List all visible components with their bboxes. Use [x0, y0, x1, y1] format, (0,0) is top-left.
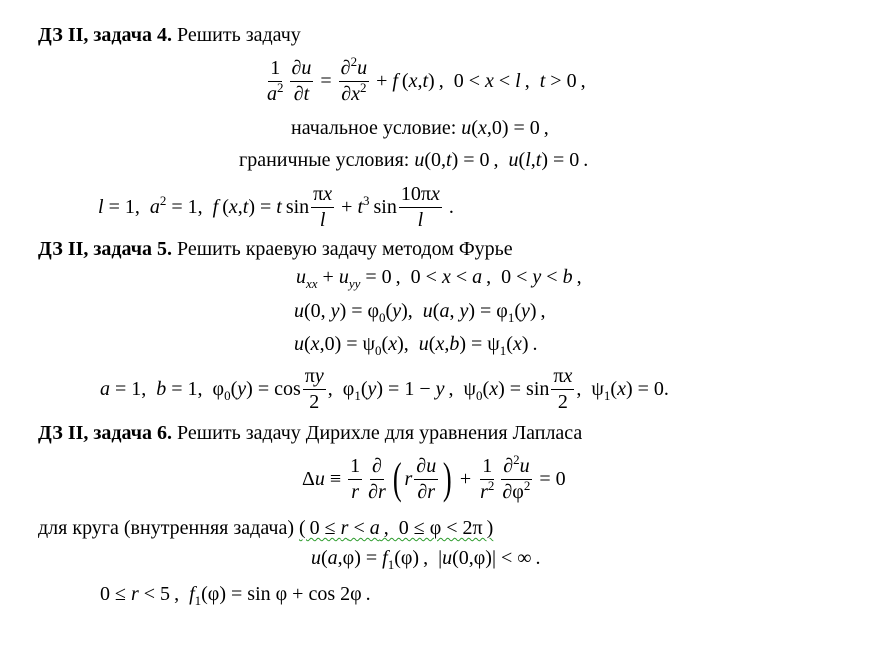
task6-parameters: 0 ≤ r < 5 , $f_1(\varphi) = \sin \varphi + \cos 2\varphi$ .: [100, 583, 371, 608]
task5-boundary-1: u(0, $y) = \varphi_0(y)$, u(a, $y) = \varphi_1(y)$ ,: [294, 300, 546, 325]
task5-heading: [38, 239, 513, 259]
task5-equation: $u_{xx} + u_{yy} = 0$ , 0 < x < a , 0 < y < b ,: [296, 266, 582, 291]
task4-heading: [38, 25, 301, 45]
task4-boundary-label: граничные условия:: [239, 149, 410, 171]
task6-heading: [38, 423, 582, 443]
task4-boundary-conditions: граничные условия: u(0,t) = 0 , u(l,t) = 0 .: [239, 149, 589, 171]
task4-equation: $\frac{1}{a^2}$ $\frac{\partial u}{\partial t}$ = $\frac{\partial^2u}{\partial x^2}$ + f (x,t) , 0 < x < l , t > 0 ,: [267, 53, 586, 105]
task4-heading-text: Решить задачу: [172, 24, 301, 46]
task6-heading-text: Решить задачу Дирихле для уравнения Лапласа: [172, 422, 583, 444]
task6-heading-bold: ДЗ II, задача 6.: [38, 422, 173, 444]
task6-domain: для круга (внутренняя задача) ( 0 ≤ r < a , 0 ≤ φ < 2π ): [38, 517, 494, 539]
task6-equation: Δu ≡ $\frac{1}{r}$ $\frac{\partial}{\partial r}$ ( r $\frac{\partial u}{\partial r}$ ) + $\frac{1}{r^2}$ $\frac{\partial^2u}{\partial\varphi^2}$ = 0: [302, 451, 566, 503]
task5-heading-bold: ДЗ II, задача 5.: [38, 238, 173, 260]
task4-initial-label: начальное условие:: [291, 117, 457, 139]
task4-parameters: l = 1, $a^2 = 1$, f (x,t) = t sin $\frac{\pi x}{l}$ + $t^3$ sin $\frac{10\pi x}{l}$ .: [98, 182, 454, 231]
task5-boundary-2: $u(x,0) = \psi_0(x)$, $u(x,b) = \psi_1(x)$ .: [294, 333, 538, 358]
task5-heading-text: Решить краевую задачу методом Фурье: [172, 238, 513, 260]
task4-initial-condition: начальное условие: u(x,0) = 0 ,: [291, 117, 549, 139]
task4-heading-bold: ДЗ II, задача 4.: [38, 24, 173, 46]
task5-parameters: a = 1, b = 1, $\varphi_0(y) = \cos$ $\frac{\pi y}{2}$ , $\varphi_1(y) = 1 - y$ , $\psi_0(x) = \sin$ $\frac{\pi x}{2}$ , $\psi_1(x) = 0$.: [100, 364, 669, 413]
task6-boundary: $u(a,\varphi) = f_1(\varphi)$ , |u(0,φ)| < ∞ .: [311, 547, 541, 572]
